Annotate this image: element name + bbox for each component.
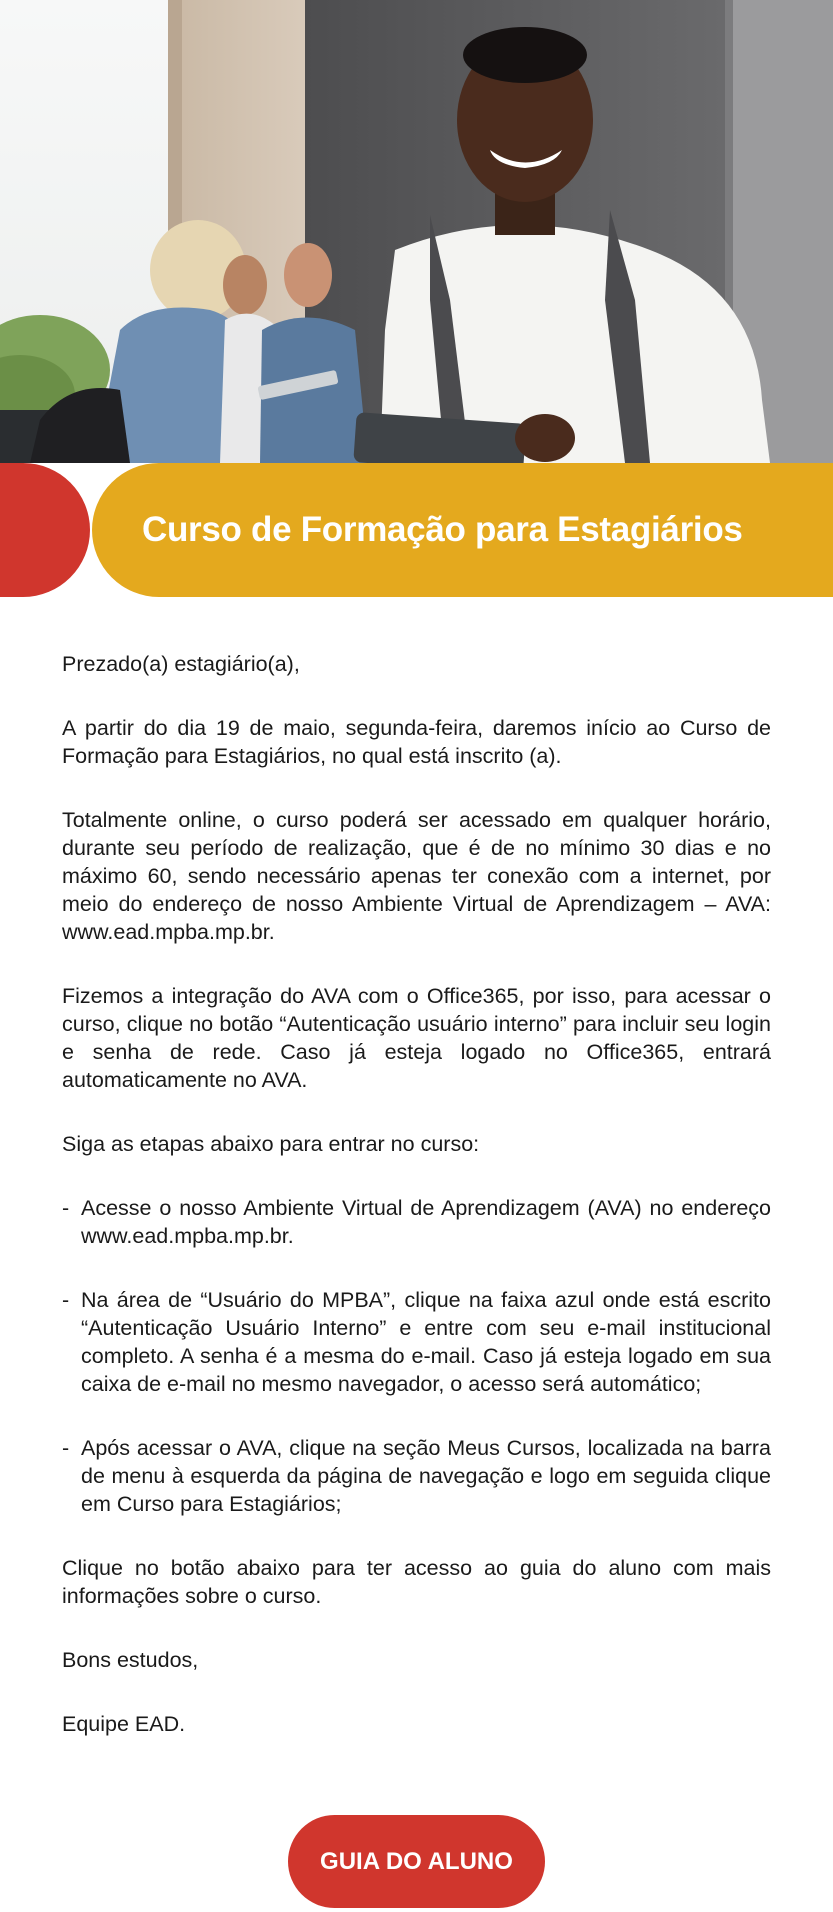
step-text: Na área de “Usuário do MPBA”, clique na faixa azul onde está escrito “Autenticação Usuário Interno” e entre com seu e-mail institucional completo. A senha é a mesma do e-mail. Caso já esteja logado em sua caixa de e-mail no mesmo navegador, o acesso será automático; <box>81 1288 771 1396</box>
page-title: Curso de Formação para Estagiários <box>142 510 743 549</box>
banner-accent-red <box>0 463 90 597</box>
signature: Equipe EAD. <box>62 1712 186 1736</box>
paragraph-office365: Fizemos a integração do AVA com o Office365, por isso, para acessar o curso, clique no botão “Autenticação usuário interno” para incluir seu login e senha de rede. Caso já esteja logado no Office365, entrará automaticamente no AVA. <box>62 984 771 1092</box>
step-text: Acesse o nosso Ambiente Virtual de Aprendizagem (AVA) no endereço www.ead.mpba.mp.br. <box>81 1196 771 1248</box>
step-dash: - <box>62 1196 70 1220</box>
paragraph-start-date: A partir do dia 19 de maio, segunda-feira, daremos início ao Curso de Formação para Estagiários, no qual está inscrito (a). <box>62 716 771 768</box>
step-item <box>62 1434 771 1518</box>
email-body <box>62 650 771 1738</box>
step-dash: - <box>62 1288 70 1312</box>
step-dash: - <box>62 1436 70 1460</box>
closing: Bons estudos, <box>62 1648 199 1672</box>
guia-do-aluno-button[interactable]: GUIA DO ALUNO <box>288 1815 545 1908</box>
greeting: Prezado(a) estagiário(a), <box>62 652 300 676</box>
paragraph-online-access: Totalmente online, o curso poderá ser acessado em qualquer horário, durante seu período de realização, que é de no mínimo 30 dias e no máximo 60, sendo necessário apenas ter conexão com a internet, por meio do endereço de nosso Ambiente Virtual de Aprendizagem – AVA: www.ead.mpba.mp.br. <box>62 808 771 944</box>
step-item <box>62 1286 771 1398</box>
step-text: Após acessar o AVA, clique na seção Meus Cursos, localizada na barra de menu à esquerda da página de navegação e logo em seguida clique em Curso para Estagiários; <box>81 1436 771 1516</box>
hero-image <box>0 0 833 463</box>
paragraph-guide-info: Clique no botão abaixo para ter acesso ao guia do aluno com mais informações sobre o curso. <box>62 1556 771 1608</box>
steps-intro: Siga as etapas abaixo para entrar no curso: <box>62 1132 480 1156</box>
step-item <box>62 1194 771 1250</box>
